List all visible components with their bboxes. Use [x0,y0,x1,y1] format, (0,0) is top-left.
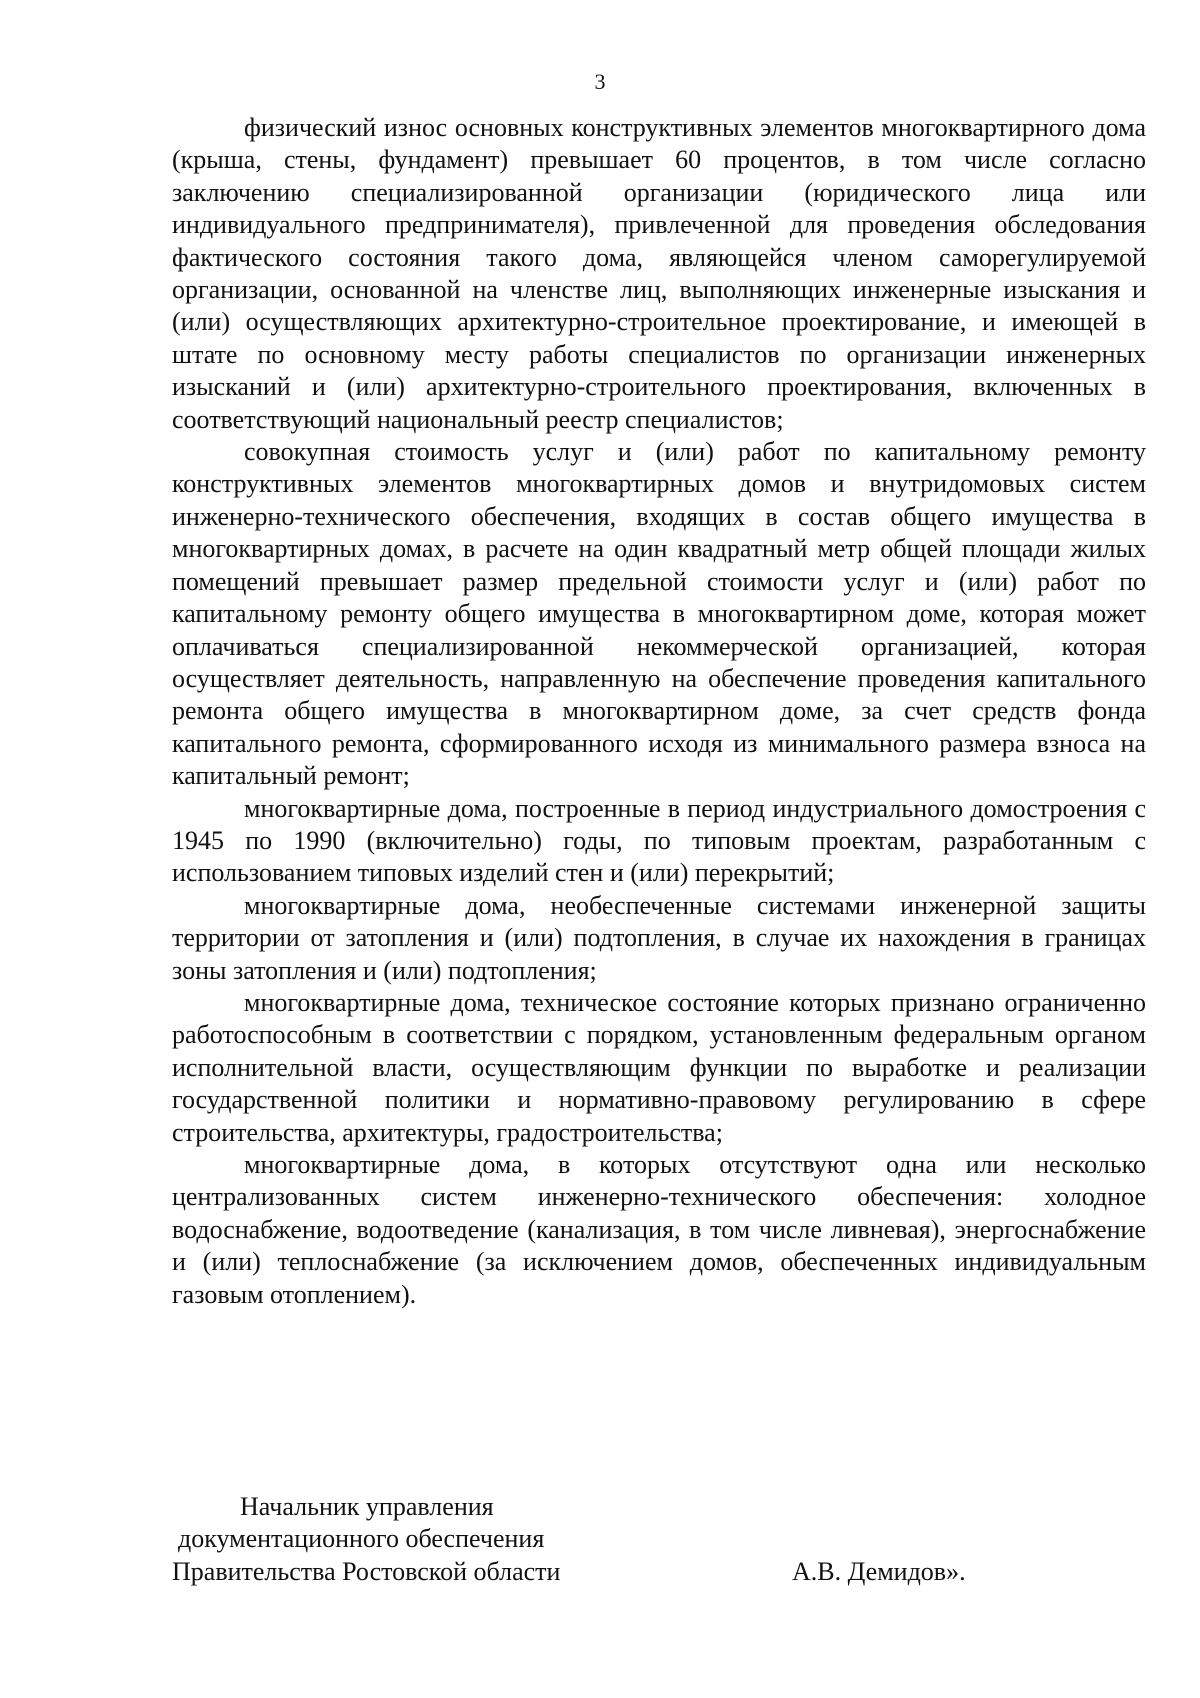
paragraph-flood-protection: многоквартирные дома, необеспеченные системами инженерной защиты территории от затопления и (или) подтопления, в случае их нахождения в границах зоны затопления и (или) подтопления; [172,890,1146,985]
signatory-name: А.В. Демидов». [792,1556,966,1586]
document-body [172,112,1146,1311]
signatory-title-line-2: документационного обеспечения [178,1524,545,1554]
paragraph-repair-cost: совокупная стоимость услуг и (или) работ по капитальному ремонту конструктивных элементов многоквартирных домов и внутридомовых систем инженерно-технического обеспечения, входящих в состав общего имущества в многоквартирных домах, в расчете на один квадратный метр общей площади жилых помещений превышает размер предельной стоимости услуг и (или) работ по капитальному ремонту общего имущества в многоквартирном доме, которая может оплачиваться специализированной некоммерческой организацией, которая осуществляет деятельность, направленную на обеспечение проведения капитального ремонта общего имущества в многоквартирном доме, за счет средств фонда капитального ремонта, сформированного исходя из минимального размера взноса на капитальный ремонт; [172,437,1146,791]
paragraph-technical-condition: многоквартирные дома, техническое состояние которых признано ограниченно работоспособным в соответствии с порядком, установленным федеральным органом исполнительной власти, осуществляющим функции по выработке и реализации государственной политики и нормативно-правовому регулированию в сфере строительства, архитектуры, градостроительства; [172,987,1146,1147]
paragraph-industrial-construction: многоквартирные дома, построенные в период индустриального домостроения с 1945 по 1990 (включительно) годы, по типовым проектам, разработанным с использованием типовых изделий стен и (или) перекрытий; [172,793,1146,888]
page-number: 3 [594,69,606,94]
signatory-title-line-1: Начальник управления [240,1492,494,1521]
paragraph-physical-wear: физический износ основных конструктивных элементов многоквартирного дома (крыша, стены, фундамент) превышает 60 процентов, в том числе согласно заключению специализированной организации (юридического лица или индивидуального предпринимателя), привлеченной для проведения обследования фактического состояния такого дома, являющейся членом саморегулируемой организации, основанной на членстве лиц, выполняющих инженерные изыскания и (или) осуществляющих архитектурно-строительное проектирование, и имеющей в штате по основному месту работы специалистов по организации инженерных изысканий и (или) архитектурно-строительного проектирования, включенных в соответствующий национальный реестр специалистов; [172,113,1146,434]
paragraph-engineering-systems: многоквартирные дома, в которых отсутствуют одна или несколько централизованных систем инженерно-технического обеспечения: холодное водоснабжение, водоотведение (канализация, в том числе ливневая), энергоснабжение и (или) теплоснабжение (за исключением домов, обеспеченных индивидуальным газовым отоплением). [172,1150,1146,1309]
signature-block [172,1491,1146,1588]
signatory-title-line-3: Правительства Ростовской области [172,1556,561,1586]
